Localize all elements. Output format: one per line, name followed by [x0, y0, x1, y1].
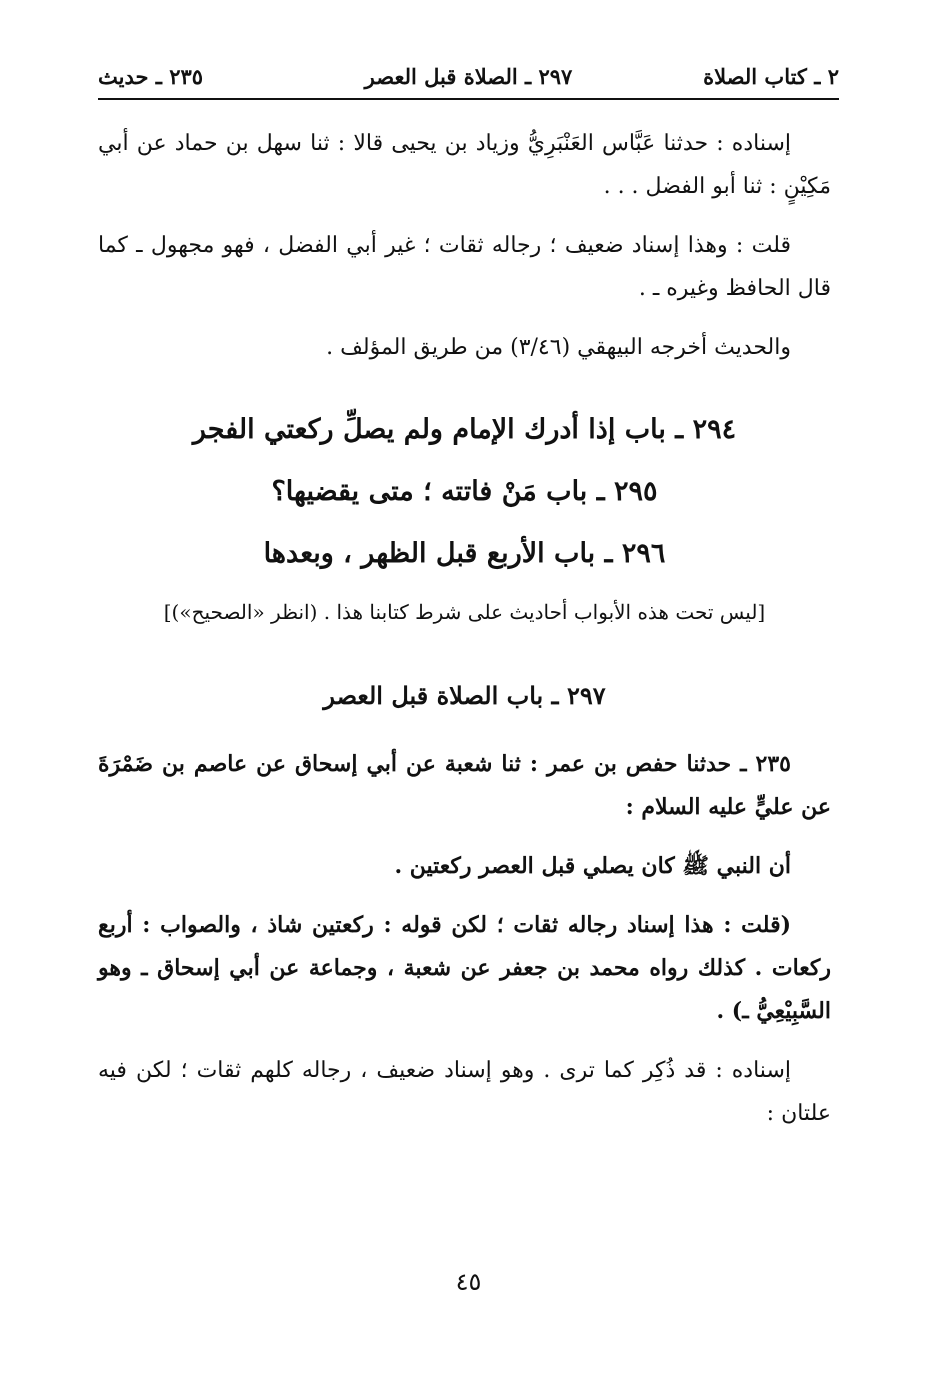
chapter-heading-296: ٢٩٦ ـ باب الأربع قبل الظهر ، وبعدها: [263, 538, 666, 569]
hadith-matn: أن النبي ﷺ كان يصلي قبل العصر ركعتين .: [394, 853, 791, 879]
section-heading-297: ٢٩٧ ـ باب الصلاة قبل العصر: [323, 681, 606, 710]
isnad-paragraph: إسناده : حدثنا عَبَّاس العَنْبَرِيُّ وزياد بن يحيى قالا : ثنا سهل بن حماد عن أبي مَكِيْنٍ : ثنا أبو الفضل . . .: [98, 131, 831, 199]
chapter-heading-294: ٢٩٤ ـ باب إذا أدرك الإمام ولم يصلِّ ركعتي الفجر: [192, 414, 737, 445]
hadith-isnad: إسناده : قد ذُكِر كما ترى . وهو إسناد ضعيف ، رجاله كلهم ثقات ؛ لكن فيه علتان :: [98, 1058, 831, 1126]
qult-paragraph: قلت : وهذا إسناد ضعيف ؛ رجاله ثقات ؛ غير أبي الفضل ، فهو مجهول ـ كما قال الحافظ وغيره ـ .: [98, 233, 831, 301]
chapter-heading-295: ٢٩٥ ـ باب مَنْ فاتته ؛ متى يقضيها؟: [271, 476, 658, 507]
takhrij-paragraph: والحديث أخرجه البيهقي (٣/٤٦) من طريق المؤلف .: [326, 335, 791, 360]
header-book-title: ٢ ـ كتاب الصلاة: [703, 64, 839, 89]
running-header: [98, 58, 839, 100]
header-hadith-number: ٢٣٥ ـ حديث: [98, 64, 204, 89]
page-number: ٤٥: [455, 1268, 482, 1296]
hadith-qult: (قلت : هذا إسناد رجاله ثقات ؛ لكن قوله : ركعتين شاذ ، والصواب : أربع ركعات . كذلك رواه محمد بن جعفر عن شعبة ، وجماعة عن أبي إسحاق ـ وهو السَّبِيْعِيُّ ـ) .: [98, 912, 831, 1024]
hadith-sanad: ٢٣٥ ـ حدثنا حفص بن عمر : ثنا شعبة عن أبي إسحاق عن عاصم بن ضَمْرَةَ عن عليٍّ عليه السلام :: [98, 751, 831, 820]
main-text: [98, 122, 831, 1151]
chapters-note: [ليس تحت هذه الأبواب أحاديث على شرط كتابنا هذا . (انظر «الصحيح»)]: [163, 600, 766, 624]
header-chapter-title: ٢٩٧ ـ الصلاة قبل العصر: [364, 64, 573, 89]
